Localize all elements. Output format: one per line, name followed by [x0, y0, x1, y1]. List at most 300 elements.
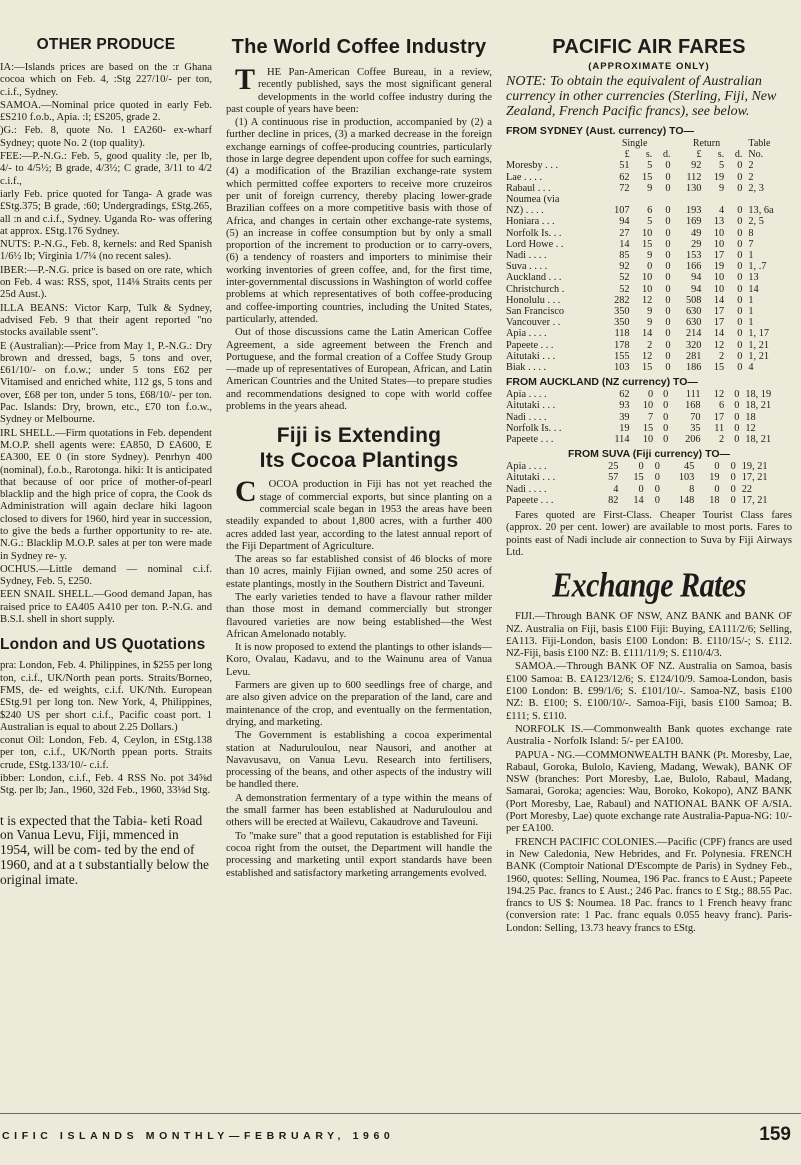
fare-value: 13	[713, 216, 725, 228]
fare-value	[671, 194, 702, 205]
fare-value: 0	[665, 362, 671, 374]
fare-value: 0	[665, 160, 671, 172]
fare-value: 0	[638, 461, 644, 473]
fare-value: 0	[665, 306, 671, 318]
fare-row	[506, 317, 792, 328]
fare-value: 0	[730, 483, 736, 495]
unit-cell: £	[624, 149, 630, 161]
fare-value: 9	[647, 317, 653, 329]
fare-value: 52	[619, 272, 630, 284]
fare-destination: Papeete . . .	[506, 339, 554, 351]
fare-value: 169	[685, 216, 702, 228]
fare-destination: Norfolk Is. . .	[506, 422, 562, 434]
fare-destination: Aitutaki . . .	[506, 350, 556, 362]
fare-value: 107	[614, 205, 630, 217]
fare-value: 0	[730, 472, 736, 484]
fare-value: 0	[737, 205, 743, 217]
fare-value: 11	[714, 422, 725, 434]
produce-item: E (Australian):—Price from May 1, P.-N.G.: Dry brown and dressed, bags, 5 tons and over, £61/10/- on f.o.w.; under 5 tons £62 per Vitamised and enriched white, 112 gs, 5 tons and over, £68 per ton, under 5 tons, £68/10/- per ton. Pac. Islands: Dry, brown, etc., £70 ton f.o.w., Sydney or Melbourne.	[0, 340, 212, 426]
fare-value: 4	[613, 483, 619, 495]
fare-value: 19	[619, 422, 630, 434]
sydney-fares-heading: FROM SYDNEY (Aust. currency) TO—	[506, 125, 695, 137]
fare-value: 350	[614, 317, 630, 329]
cocoa-paragraph: It is now proposed to extend the plantings to other islands—Koro, Ovalau, Kadavu, and to the Wainunu area of Vanua Levu.	[226, 642, 492, 678]
fare-value: 0	[663, 422, 669, 434]
fare-value: 0	[663, 389, 669, 401]
fare-row	[506, 216, 792, 227]
exchange-paragraph: FIJI.—Through BANK OF NSW, ANZ BANK and BANK OF NZ. Australia on Fiji, basis £100 Fiji: Buying, £A111/2/6; Selling, £A113. Fiji-London, basis £100 London: B. £110/15/-; S. £112. NZ-Fiji, basis £100 NZ: B. £111/11/9; S. £110/4/3.	[506, 611, 792, 660]
fiji-cocoa-title-line2: Its Cocoa Plantings	[259, 449, 459, 473]
fare-destination: Nadi . . . .	[506, 411, 547, 423]
return-header: Return	[692, 138, 721, 149]
fare-value: 0	[714, 483, 720, 495]
fare-value: 6	[647, 205, 653, 217]
fare-value: 103	[614, 362, 630, 374]
fiji-cocoa-title-line1: Fiji is Extending	[276, 424, 442, 448]
cocoa-paragraph: The early varieties tended to have a flavour rather milder than those most in demand commercially but stronger flavoured varieties are now being established—the West African Amelonado notably.	[226, 591, 492, 640]
fare-destination: Papeete . . .	[506, 434, 554, 446]
fare-value: 0	[665, 171, 671, 183]
fare-destination: Noumea (via	[506, 194, 560, 206]
fare-row	[506, 340, 792, 351]
fare-value: 114	[614, 434, 630, 446]
fare-table-no: 18, 19	[745, 389, 772, 401]
fare-value: 214	[685, 328, 702, 340]
fare-value: 10	[642, 434, 654, 446]
fare-value: 92	[619, 261, 630, 273]
other-produce-title: OTHER PRODUCE	[36, 36, 176, 53]
fare-table-no: 1	[748, 306, 754, 318]
exchange-rates-title: Exchange Rates	[552, 566, 746, 605]
fare-value: 0	[665, 328, 671, 340]
fare-value: 0	[665, 216, 671, 228]
fare-row	[506, 160, 792, 171]
fare-value: 0	[665, 205, 671, 217]
fare-destination: Apia . . . .	[506, 389, 547, 401]
fare-destination: Lord Howe . .	[506, 238, 564, 250]
fare-value: 0	[737, 350, 743, 362]
fare-value: 82	[608, 494, 619, 506]
coffee-article-title: The World Coffee Industry	[231, 36, 487, 58]
fare-value: 0	[665, 182, 671, 194]
unit-cell: s.	[645, 149, 653, 161]
fare-value: 14	[713, 294, 725, 306]
fare-value: 52	[619, 283, 630, 295]
fare-value: 17	[713, 250, 725, 262]
fare-value: 94	[691, 272, 702, 284]
fare-value: 0	[654, 483, 660, 495]
fare-value: 168	[685, 400, 701, 412]
fare-table-no: 18, 21	[745, 434, 772, 446]
fare-value: 130	[685, 182, 702, 194]
fare-value: 0	[737, 250, 743, 262]
fare-value: 178	[614, 339, 630, 351]
fare-value: 10	[713, 283, 725, 295]
fare-value: 7	[648, 411, 654, 423]
fare-table-no: 17, 21	[741, 494, 768, 506]
fare-value: 35	[690, 422, 701, 434]
unit-cell: d.	[663, 149, 671, 161]
fare-destination: Biak . . . .	[506, 362, 547, 374]
fare-value: 93	[619, 400, 630, 412]
fare-value: 9	[647, 182, 653, 194]
fare-value: 155	[614, 350, 630, 362]
fare-row	[506, 351, 792, 362]
fare-row	[506, 205, 792, 216]
fare-destination: San Francisco	[506, 306, 565, 318]
produce-item: IRL SHELL.—Firm quotations in Feb. dependent M.O.P. shell agents were: £A850, D £A600, E £A300, EE 0 (in store Sydney). Penrhyn 400 (nominal), f.o.b., Rarotonga. hiki: It is anticipated that because of oor price of mother-of-pearl blacklip and the high price of copra, the Cook ds Administration will again declare hiki lagoon closed to divers for 1960, hird year in succession, to give the beds a further opportunity to re- ate. N.G.: Blacklip M.O.P. sales at per ton were made in Sydney re- y.	[0, 427, 212, 562]
exchange-paragraph: FRENCH PACIFIC COLONIES.—Pacific (CPF) francs are used in New Caledonia, New Hebrides, and Fr. Polynesia. FRENCH BANK (Comptoir National D'Escompte de Paris) in Sydney Feb., 1960, quotes: Selling, Noumea, 196 Pac. francs to £ Aust.; Papeete 194.25 Pac. francs to £ Aust.; 246 Pac. francs to £ Stg.; 88.55 Pac. francs to US $: Noumea. 18 Pac. francs to 1 French heavy franc (conversion rate: 1 Pac. franc equals 0.055 heavy franc). Paris-London: Selling, 13.73 heavy francs to £Stg.	[506, 836, 792, 934]
coffee-paragraph: THE Pan-American Coffee Bureau, in a review, recently published, says the most significant general developments in the world coffee industry during the past couple of years have been:	[226, 63, 492, 115]
fare-value: 0	[663, 400, 669, 412]
fare-value: 19	[713, 171, 725, 183]
fare-value: 19	[713, 261, 725, 273]
unit-cell: No.	[748, 149, 764, 161]
fare-row	[506, 250, 792, 261]
fare-destination: Honolulu . . .	[506, 294, 561, 306]
fare-value: 14	[633, 494, 644, 506]
fare-value: 0	[737, 160, 743, 172]
fare-value: 8	[689, 483, 695, 495]
cocoa-paragraph: To "make sure" that a good reputation is established for Fiji cocoa right from the outset, the Department will handle the processing and marketing until export standards have been established and satisfactory marketing arrangements evolved.	[226, 830, 492, 879]
fare-destination: Honiara . . .	[506, 216, 555, 228]
fare-row	[506, 194, 792, 205]
fare-value: 0	[737, 238, 743, 250]
fare-value: 0	[737, 283, 743, 295]
fare-value: 193	[685, 205, 702, 217]
fare-value: 14	[713, 328, 725, 340]
fare-value: 15	[642, 422, 654, 434]
coffee-paragraph: Out of those discussions came the Latin American Coffee Agreement, a side agreement between the French and Portuguese, and the formal creation of a Coffee Study Group—made up of representatives of European, African, and Latin American Countries and the United States—to prepare studies and recommendations designed to cope with world coffee problems in the years ahead.	[226, 327, 492, 413]
fare-destination: Lae . . . .	[506, 171, 543, 183]
fare-value: 0	[665, 250, 671, 262]
fare-value: 0	[734, 422, 740, 434]
fare-table-no: 7	[748, 238, 754, 250]
fare-row	[506, 389, 792, 400]
fare-table-no: 1	[748, 294, 754, 306]
fare-value: 0	[648, 389, 654, 401]
fare-value: 0	[737, 216, 743, 228]
suva-fares-heading: FROM SUVA (Fiji currency) TO—	[568, 448, 730, 461]
fare-value: 0	[734, 434, 740, 446]
fare-value: 18	[709, 494, 720, 506]
fare-row	[506, 328, 792, 339]
fare-row	[506, 239, 792, 250]
fare-value: 15	[641, 238, 653, 250]
fare-value: 45	[683, 461, 695, 473]
fare-row	[506, 461, 792, 472]
fare-value: 206	[685, 434, 701, 446]
auckland-fares-table	[506, 389, 792, 445]
fare-value: 17	[713, 411, 725, 423]
page-footer	[0, 1113, 801, 1153]
fare-value: 0	[734, 400, 740, 412]
fare-table-no: 2	[748, 171, 754, 183]
fare-value: 281	[685, 350, 702, 362]
fare-destination: Christchurch .	[506, 283, 565, 295]
cocoa-paragraph: The areas so far established consist of 46 blocks of more than 10 acres, mainly Fijian owned, and some 250 acres of estate plantings, mostly in the Southern District and Taveuni.	[226, 554, 492, 590]
fares-unit-row	[506, 149, 792, 160]
fare-table-no: 1	[748, 250, 754, 262]
produce-item: OCHUS.—Little demand — nominal c.i.f. Sydney, Feb. 5, £250.	[0, 563, 212, 588]
produce-item: IA:—Islands prices are based on the :r Ghana cocoa which on Feb. 4, :Stg 227/10/- per ton, c.i.f., Sydney.	[0, 62, 212, 98]
fare-value: 14	[641, 328, 653, 340]
fare-value: 282	[614, 294, 630, 306]
coffee-article-body	[226, 63, 492, 413]
fare-table-no: 17, 21	[741, 472, 768, 484]
fare-value: 148	[678, 494, 695, 506]
fare-value: 49	[691, 227, 702, 239]
cocoa-paragraph: Farmers are given up to 600 seedlings free of charge, and are also given advice on the preparation of the land, care and maintenance of the crop, and eventually on the fermentation, drying, and marketing.	[226, 680, 492, 728]
fare-destination: Auckland . . .	[506, 272, 562, 284]
fare-row	[506, 362, 792, 373]
suva-fares-table	[506, 461, 792, 506]
fare-value	[599, 194, 630, 205]
fare-table-no: 4	[748, 362, 754, 374]
fare-value: 15	[633, 472, 644, 484]
fare-table-no: 18, 21	[745, 400, 772, 412]
fare-row	[506, 228, 792, 239]
fare-destination: Apia . . . .	[506, 461, 547, 473]
right-column	[506, 32, 792, 1095]
other-produce-list	[0, 62, 212, 626]
fare-value: 4	[718, 205, 725, 217]
fare-table-no: 22	[741, 483, 753, 495]
footer-publication: CIFIC ISLANDS MONTHLY—FEBRUARY, 1960	[2, 1130, 395, 1142]
quotation-item: pra: London, Feb. 4. Philippines, in $255 per long ton, c.i.f., UK/North pean ports. Straits/Borneo, FMS, de- ed weights, c.i.f. UK/Nth. European £Stg.91 per long ton. New York, 4, Philippines, $240 US per short c.i.f., Pacific coast port. 1 Australian is equal to about 2.25 Dollars.)	[0, 660, 212, 733]
quotation-item: conut Oil: London, Feb. 4, Ceylon, in £Stg.138 per ton, c.i.f., UK/North ppean ports. Straits crude, £Stg.133/10/- c.i.f.	[0, 735, 212, 771]
fare-value: 0	[665, 339, 671, 351]
fare-table-no: 14	[748, 283, 759, 295]
unit-cell: d.	[734, 149, 743, 161]
fare-destination: Nadi . . . .	[506, 250, 547, 262]
fare-value: 0	[665, 238, 671, 250]
fare-value: 12	[641, 294, 653, 306]
fare-value: 17	[713, 306, 725, 318]
fare-value: 10	[713, 238, 725, 250]
fare-value: 0	[647, 261, 653, 273]
fare-row	[506, 284, 792, 295]
air-fares-title: PACIFIC AIR FARES	[552, 36, 746, 58]
fare-value: 14	[619, 238, 630, 250]
fare-row	[506, 495, 792, 506]
fare-value: 508	[685, 294, 702, 306]
fare-table-no: 2, 5	[748, 216, 764, 228]
fare-value: 72	[619, 182, 630, 194]
fare-value: 0	[737, 339, 743, 351]
fare-value: 0	[730, 461, 736, 473]
london-quotations-list	[0, 660, 212, 797]
fare-row	[506, 272, 792, 283]
fare-value: 12	[713, 339, 725, 351]
produce-item: FEE:—P.-N.G.: Feb. 5, good quality :le, per lb, 4/- to 4/5½; B grade, 4/3½; C grade, 3/11 to 4/2 c.i.f.,	[0, 151, 212, 187]
fare-value: 0	[654, 494, 660, 506]
fare-value: 12	[641, 350, 653, 362]
fare-row	[506, 295, 792, 306]
auckland-fares-heading: FROM AUCKLAND (NZ currency) TO—	[506, 376, 698, 389]
fare-value: 15	[641, 362, 653, 374]
fare-value: 0	[737, 171, 743, 183]
fare-value: 0	[737, 182, 743, 194]
fare-value: 62	[619, 171, 630, 183]
exchange-paragraph: SAMOA.—Through BANK OF NZ. Australia on Samoa, basis £100 Samoa: B. £A123/12/6; S. £124/10/9. Samoa-London, basis £100 London: B. £99/1/6; S. £101/10/-. Samoa-NZ, basis £100 NZ: B. £100; S. £100/10/-. Samoa-Fiji, basis £100 Samoa; B. £111; S. £110.	[506, 661, 792, 722]
fare-destination: Aitutaki . . .	[506, 400, 556, 412]
fare-destination: NZ) . . . .	[506, 205, 544, 217]
fare-value: 57	[608, 472, 619, 484]
fare-value: 0	[654, 461, 660, 473]
fares-column-header	[506, 138, 792, 149]
fare-value: 0	[737, 294, 743, 306]
fare-value: 9	[647, 250, 653, 262]
fare-value: 10	[641, 227, 653, 239]
fare-value: 630	[685, 306, 702, 318]
fare-value: 17	[713, 317, 725, 329]
fare-value: 0	[737, 306, 743, 318]
fare-row	[506, 306, 792, 317]
fare-value: 39	[619, 411, 630, 423]
fare-value: 10	[641, 272, 653, 284]
fare-value: 70	[690, 411, 701, 423]
fiji-cocoa-title	[226, 423, 492, 473]
fare-value: 2	[718, 350, 725, 362]
fare-value: 94	[691, 283, 702, 295]
middle-column	[226, 32, 492, 1095]
produce-item: NUTS: P.-N.G., Feb. 8, kernels: and Red Spanish 1/6½ lb; Virginia 1/7¼ (no recent sales).	[0, 239, 212, 263]
produce-item: EEN SNAIL SHELL.—Good demand Japan, has raised price to £A405 A410 per ton. P.-N.G. and B.S.I. shell in short supply.	[0, 589, 212, 626]
fare-value: 0	[665, 261, 671, 273]
fare-value: 0	[714, 461, 720, 473]
fare-row	[506, 400, 792, 411]
fare-value: 0	[737, 227, 743, 239]
fare-value: 94	[619, 216, 630, 228]
fare-value: 0	[737, 362, 743, 374]
left-column	[0, 32, 212, 1095]
london-quotations-title: London and US Quotations	[0, 636, 206, 654]
fare-row	[506, 484, 792, 495]
fare-table-no: 1, 21	[748, 339, 769, 351]
coffee-paragraph: (1) A continuous rise in production, accompanied by (2) a further decline in prices, (3) a marked decrease in the foreign exchange earnings of coffee-producing countries, particularly those in large degree dependent upon coffee for such earnings, (4) a modification of the Brazilian exchange-rate system which permitted coffee exporters to receive more cruzeiros per unit of foreign currency, thereby placing lower-grade Brazilian coffees on a more competitive basis with those of Africa, and changes in certain other exchange-rate systems, (5) an increase in coffee consumption but by only a small proportion of the increment to production or to carry-overs, (6) a tendency of roasters and importers to minimise their working inventories of green coffee, and, for the first time, inter-governmental discussions in Washington of world coffee problems at which representatives of both coffee-producing and coffee-importing countries, including the United States, particularly, attended.	[226, 117, 492, 325]
fare-value: 0	[737, 328, 743, 340]
fare-table-no: 1, 21	[748, 350, 769, 362]
fare-value: 320	[685, 339, 702, 351]
tabia-road-article: t is expected that the Tabia- keti Road on Vanua Levu, Fiji, mmenced in 1954, will be com- ted by the end of 1960, and at a t substantially below the original imate.	[0, 812, 209, 887]
exchange-rates-body	[506, 611, 792, 935]
fare-value: 12	[713, 389, 725, 401]
fare-value: 0	[665, 272, 671, 284]
fare-table-no: 19, 21	[741, 461, 768, 473]
fares-footnote: Fares quoted are First-Class. Cheaper Tourist Class fares (approx. 20 per cent. lower) are available to most ports. Fares to points east of Nadi include air connection to Suva by Fiji Airways Ltd.	[506, 510, 792, 558]
fare-destination: Norfolk Is. . .	[506, 227, 562, 239]
fare-value: 85	[619, 250, 630, 262]
fare-value	[630, 194, 653, 205]
produce-item: ILLA BEANS: Victor Karp, Tulk & Sydney, advised Feb. 9 that their agent reported "no stocks available ssent".	[0, 302, 212, 339]
fare-value: 0	[734, 389, 740, 401]
fare-destination: Apia . . . .	[506, 328, 547, 340]
fare-value: 15	[641, 171, 653, 183]
fare-row	[506, 261, 792, 272]
fare-value: 62	[619, 389, 630, 401]
fare-table-no: 2, 3	[748, 182, 764, 194]
single-header: Single	[621, 138, 648, 149]
fare-value: 10	[642, 400, 654, 412]
unit-cell: £	[696, 149, 702, 161]
fare-value: 103	[678, 472, 695, 484]
exchange-paragraph: NORFOLK IS.—Commonwealth Bank quotes exchange rate Australia - Norfolk Island: 5/- per £A100.	[506, 723, 792, 748]
cocoa-paragraph: The Government is establishing a cocoa experimental station at Naduruloulou, near Nausori, and another at Navavusavu, on Vanua Levu. Research into fertilisers, processing of the beans, and other aspects of the industry will be handled there.	[226, 730, 492, 791]
air-fares-note: NOTE: To obtain the equivalent of Australian currency in other currencies (Sterling, Fiji, New Zealand, French Pacific francs), see below.	[506, 74, 777, 119]
fare-value: 2	[719, 434, 725, 446]
fare-value: 153	[685, 250, 702, 262]
fare-table-no: 8	[748, 227, 754, 239]
fare-value: 0	[734, 411, 740, 423]
fare-destination: Nadi . . . .	[506, 483, 547, 495]
fare-destination: Vancouver . .	[506, 317, 561, 329]
fare-value: 112	[686, 171, 702, 183]
produce-item: iarly Feb. price quoted for Tanga- A grade was £Stg.375; B grade, :60; Undergradings, £Stg.265, all :n and c.i.f., Sydney. Uganda Ro- was offering at approx. £Stg.176 Sydney.	[0, 188, 212, 237]
fare-table-no: 2	[748, 160, 754, 172]
fare-value: 111	[685, 389, 701, 401]
fare-destination: Rabaul . . .	[506, 182, 551, 194]
unit-cell: s.	[717, 149, 725, 161]
fare-row	[506, 183, 792, 194]
fare-row	[506, 423, 792, 434]
fare-destination: Moresby . . .	[506, 160, 559, 172]
sydney-fares-table	[506, 138, 792, 373]
fare-value	[724, 194, 742, 205]
fare-value: 0	[665, 350, 671, 362]
fare-row	[506, 434, 792, 445]
fare-value: 0	[737, 272, 743, 284]
fare-value: 350	[614, 306, 630, 318]
fare-value: 9	[647, 306, 653, 318]
page-number: 159	[759, 1124, 791, 1145]
produce-item: IBER:—P.-N.G. price is based on ore rate, which on Feb. 4 was: RSS, spot, 114⅛ Straits cents per 25d Aust.).	[0, 264, 212, 301]
fare-value: 5	[647, 216, 653, 228]
produce-item: SAMOA.—Nominal price quoted in early Feb. £S210 f.o.b., Apia. :l; £S205, grade 2.	[0, 99, 212, 124]
fare-value: 25	[608, 461, 619, 473]
produce-item: )G.: Feb. 8, quote No. 1 £A260- ex-wharf Sydney; quote No. 2 (top quality).	[0, 125, 212, 149]
fare-value: 92	[691, 160, 702, 172]
fare-destination: Papeete . . .	[506, 494, 554, 506]
fare-value: 0	[663, 411, 669, 423]
fare-value: 0	[737, 317, 743, 329]
fare-value: 10	[713, 227, 725, 239]
fare-value: 186	[685, 362, 702, 374]
fare-table-no: 1, .7	[748, 261, 767, 273]
fare-value: 0	[663, 434, 669, 446]
fare-destination: Aitutaki . . .	[506, 472, 556, 484]
fare-value: 630	[685, 317, 702, 329]
exchange-paragraph: PAPUA - NG.—COMMONWEALTH BANK (Pt. Moresby, Lae, Rabaul, Goroka, Bulolo, Kavieng, Madang, Wewak), BANK OF NSW (branches: Port Moresby, Lae, Bulolo, Rabaul, Madang, Samarai, Goroka; agencies: Wau, Boroko, Kokopo), ANZ BANK (Port Moresby, Lae, Rabaul) and NATIONAL BANK OF A/SIA. (Port Moresby, Lae) quote exchange rate Australia-Papua-NG: 10/- per £A100.	[506, 749, 792, 835]
fare-value: 9	[718, 182, 725, 194]
fare-value: 5	[647, 160, 653, 172]
fare-table-no: 13	[748, 272, 759, 284]
fare-value	[652, 194, 670, 205]
table-header: Table	[748, 138, 771, 149]
fare-table-no: 1	[748, 317, 754, 329]
fare-value: 29	[691, 238, 702, 250]
fare-value: 0	[665, 227, 671, 239]
quotation-item: ibber: London, c.i.f., Feb. 4 RSS No. pot 34⅝d Stg. per lb; Jan., 1960, 32d Feb., 1960, 33⅛d Stg.	[0, 773, 212, 797]
fare-value: 0	[638, 483, 644, 495]
fare-value: 10	[641, 283, 653, 295]
fare-table-no: 13, 6a	[748, 205, 774, 217]
fare-table-no: 18	[745, 411, 756, 423]
fare-value: 51	[619, 160, 630, 172]
unit-blank	[506, 149, 599, 160]
fare-row	[506, 472, 792, 483]
fare-value: 27	[619, 227, 630, 239]
